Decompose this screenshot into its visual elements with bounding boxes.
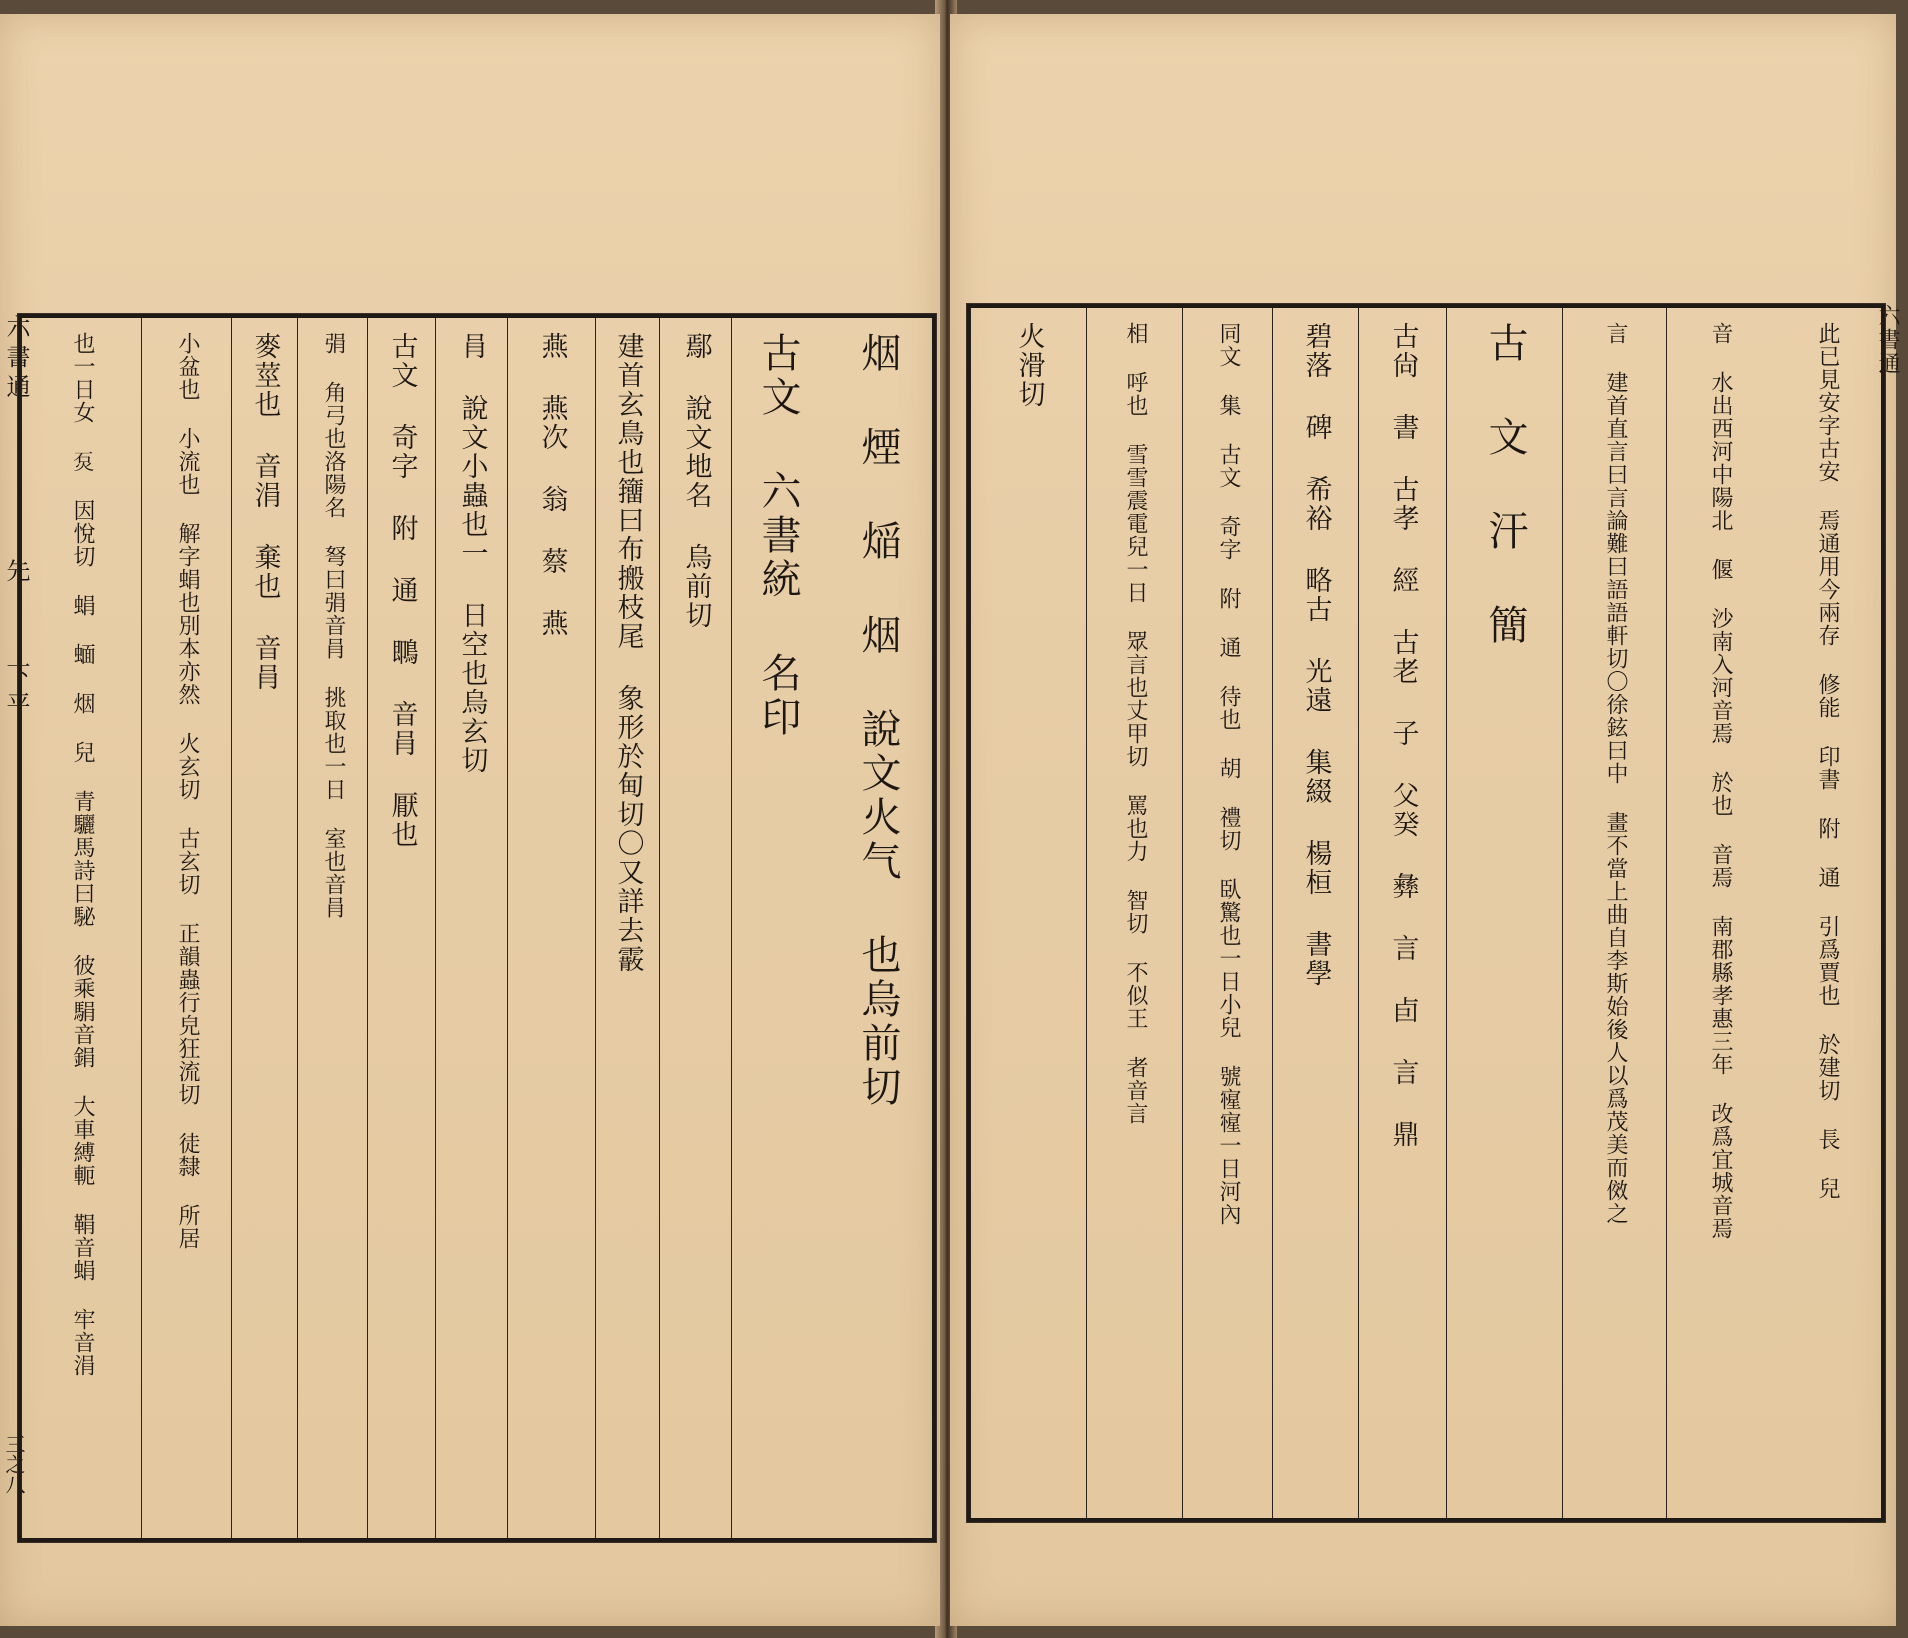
column-text: 小盆也 小流也 解字蜎也別本亦然 火玄切 古玄切 正韻蟲行皃狂流切 徒隸 所居 [175, 332, 200, 1250]
entry-column [367, 318, 436, 1538]
column-text: 此已見安字古安 焉通用今兩存 修能 印書 附 通 引爲賈也 於建切 長 兒 [1815, 322, 1840, 1200]
entry-column [1666, 308, 1773, 1518]
entry-column [141, 318, 232, 1538]
right-margin-header: 六書通 [1875, 304, 1900, 376]
column-text: 相 呼也 雪雪震電兒一日 眾言也丈甲切 罵也力 智切 不似王 者音言 [1123, 322, 1148, 1125]
column-text: 碧落 碑 希裕 略古 光遠 集綴 楊桓 書學 [1300, 322, 1332, 988]
entry-column [970, 308, 1087, 1518]
column-text: 古 文 汗 簡 [1482, 322, 1528, 648]
column-text: 古尙 書 古孝 經 古老 子 父癸 彝 言 卣 言 鼎 [1387, 322, 1419, 1149]
column-text: 音 水出西河中陽北 偃 沙南入河音焉 於也 音焉 南郡縣孝惠三年 改爲宜城音焉 [1708, 322, 1733, 1240]
column-text: 也一日女 𤇈 因悅切 蜎 蝒 烟 兒 青驪馬詩曰駜 彼乘駽音鋗 大車縛軛 鞙音蜎 牢音涓 [70, 332, 95, 1377]
entry-column [507, 318, 596, 1538]
leaf-number: 三之八 [2, 1434, 26, 1494]
column-text: 烟 煙 㷔 烟 說文火气 也烏前切 [855, 332, 901, 1110]
margin-title: 六書通 [2, 314, 30, 404]
entry-column [824, 318, 932, 1538]
entry-column [21, 318, 142, 1538]
entry-column [659, 318, 732, 1538]
column-text: 弲 角弓也洛陽名 弩曰弲音肙 挑取也一日 室也音肙 [321, 332, 346, 919]
right-text-frame [967, 304, 1885, 1522]
column-text: 古文 奇字 附 通 䳭 音肙 厭也 [386, 332, 418, 849]
entry-column [1773, 308, 1881, 1518]
entry-column [731, 318, 824, 1538]
entry-column [297, 318, 368, 1538]
right-page [950, 14, 1900, 1626]
column-text: 肙 說文小蟲也一 日空也烏玄切 [456, 332, 488, 775]
entry-column [1358, 308, 1447, 1518]
margin-rhyme: 下平 [2, 662, 30, 722]
entry-column [435, 318, 508, 1538]
column-text: 麥莖也 音涓 棄也 音肙 [249, 332, 281, 692]
entry-column [1272, 308, 1359, 1518]
margin-section: 先 [2, 558, 30, 588]
left-page [0, 14, 940, 1626]
entry-column [595, 318, 660, 1538]
column-text: 燕 燕次 翁 蔡 燕 [536, 332, 568, 638]
column-text: 同文 集 古文 奇字 附 通 待也 胡 禮切 臥驚也一日小兒 號㝭㝭一日河內 [1216, 322, 1241, 1226]
entry-column [1182, 308, 1273, 1518]
column-text: 言 建首直言曰言論難曰語語軒切〇徐鉉曰中 畫不當上曲自李斯始後人以爲茂美而傚之 [1603, 322, 1628, 1225]
left-text-frame [18, 314, 936, 1542]
column-text: 鄢 說文地名 烏前切 [680, 332, 712, 630]
entry-column [1446, 308, 1563, 1518]
entry-column [1562, 308, 1667, 1518]
column-text: 建首玄鳥也籒曰布搬枝尾 象形於甸切〇又詳去霰 [612, 332, 644, 974]
entry-column [231, 318, 298, 1538]
entry-column [1086, 308, 1183, 1518]
column-text: 火滑切 [1013, 322, 1045, 409]
column-text: 古文 六書統 名印 [755, 332, 801, 740]
